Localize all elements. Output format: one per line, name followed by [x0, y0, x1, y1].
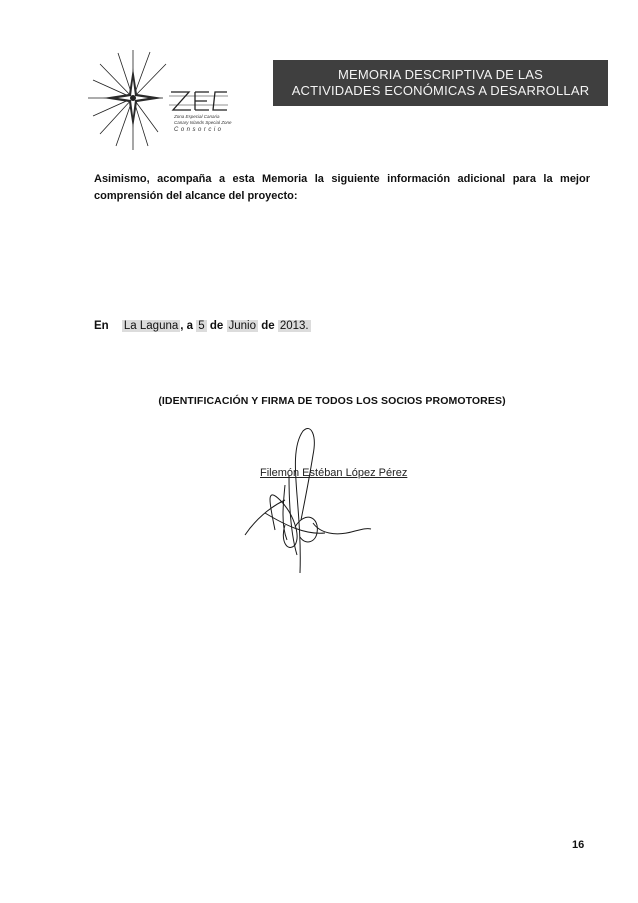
identification-heading: (IDENTIFICACIÓN Y FIRMA DE TODOS LOS SOCIOS PROMOTORES) — [158, 395, 506, 407]
intro-paragraph: Asimismo, acompaña a esta Memoria la siguiente información adicional para la mejor comprensión del alcance del proyecto: — [94, 173, 590, 202]
place-city: La Laguna — [123, 320, 179, 332]
signer-name: Filemón Estéban López Pérez — [260, 467, 408, 479]
date-year: 2013. — [279, 320, 309, 332]
logo-tagline-3: Consorcio — [174, 127, 224, 133]
compass-star-icon — [88, 50, 238, 155]
logo-tagline-1: Zona Especial Canaria — [174, 114, 220, 119]
place-lead: En — [94, 320, 109, 332]
handwritten-signature — [225, 425, 385, 575]
page-number: 16 — [572, 839, 585, 851]
document-title-banner — [273, 60, 608, 106]
title-line-1: MEMORIA DESCRIPTIVA DE LAS — [337, 67, 544, 82]
zec-logo — [88, 50, 238, 155]
title-line-2: ACTIVIDADES ECONÓMICAS A DESARROLLAR — [291, 83, 590, 98]
date-sep-2: de — [209, 320, 224, 332]
date-sep-3: de — [261, 320, 275, 332]
place-sep-1: , a — [180, 320, 194, 332]
logo-tagline-2: Canary Islands Special Zone — [174, 119, 232, 125]
date-day: 5 — [198, 320, 205, 332]
date-month: Junio — [228, 320, 257, 332]
place-date-line — [94, 318, 311, 334]
